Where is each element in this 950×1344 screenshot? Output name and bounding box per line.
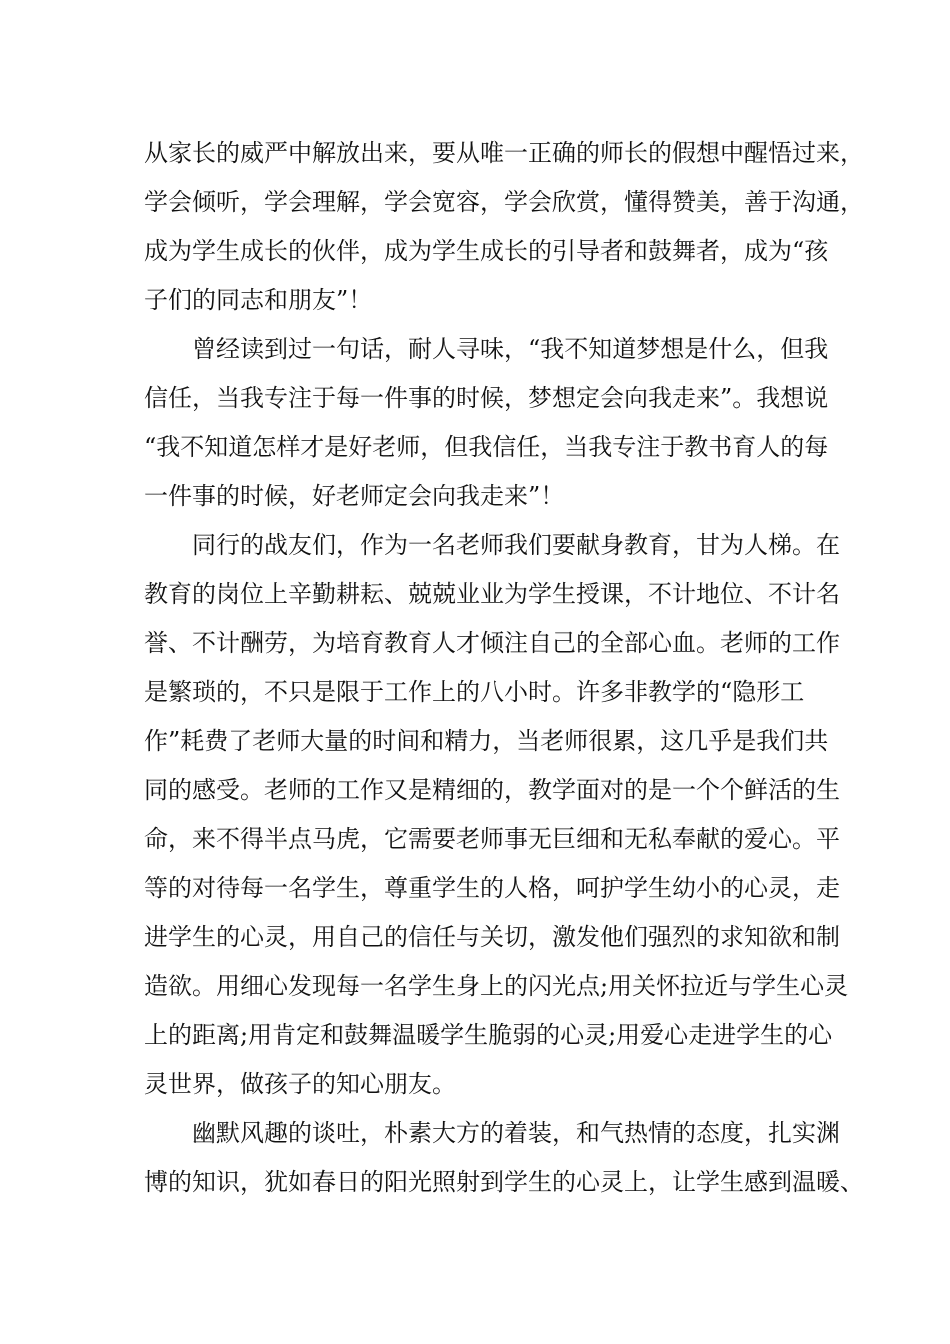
text-line: 造欲。用细心发现每一名学生身上的闪光点;用关怀拉近与学生心灵 <box>144 972 849 1000</box>
text-line: “我不知道怎样才是好老师，但我信任，当我专注于教书育人的每 <box>144 433 829 461</box>
text-line: 作”耗费了老师大量的时间和精力，当老师很累，这几乎是我们共 <box>144 727 829 755</box>
body-text <box>144 129 864 1207</box>
text-line: 从家长的威严中解放出来，要从唯一正确的师长的假想中醒悟过来， <box>144 139 864 167</box>
text-line: 命，来不得半点马虎，它需要老师事无巨细和无私奉献的爱心。平 <box>144 825 840 853</box>
paragraph-first-line: 曾经读到过一句话，耐人寻味，“我不知道梦想是什么，但我 <box>192 335 829 363</box>
paragraph-first-line: 同行的战友们，作为一名老师我们要献身教育，甘为人梯。在 <box>192 531 840 559</box>
paragraph-first-line: 幽默风趣的谈吐，朴素大方的着装，和气热情的态度，扎实渊 <box>192 1119 840 1147</box>
text-line: 灵世界，做孩子的知心朋友。 <box>144 1070 456 1098</box>
text-line: 是繁琐的，不只是限于工作上的八小时。许多非教学的“隐形工 <box>144 678 805 706</box>
text-line: 同的感受。老师的工作又是精细的，教学面对的是一个个鲜活的生 <box>144 776 840 804</box>
text-line: 进学生的心灵，用自己的信任与关切，激发他们强烈的求知欲和制 <box>144 923 840 951</box>
text-line: 成为学生成长的伙伴，成为学生成长的引导者和鼓舞者，成为“孩 <box>144 237 829 265</box>
text-line: 等的对待每一名学生，尊重学生的人格，呵护学生幼小的心灵，走 <box>144 874 840 902</box>
text-line: 一件事的时候，好老师定会向我走来”！ <box>144 482 565 510</box>
text-line: 教育的岗位上辛勤耕耘、兢兢业业为学生授课，不计地位、不计名 <box>144 580 840 608</box>
text-line: 上的距离;用肯定和鼓舞温暖学生脆弱的心灵;用爱心走进学生的心 <box>144 1021 833 1049</box>
text-line: 信任，当我专注于每一件事的时候，梦想定会向我走来”。我想说 <box>144 384 829 412</box>
text-line: 博的知识，犹如春日的阳光照射到学生的心灵上，让学生感到温暖、 <box>144 1168 864 1196</box>
text-line: 子们的同志和朋友”！ <box>144 286 373 314</box>
text-line: 学会倾听，学会理解，学会宽容，学会欣赏，懂得赞美，善于沟通， <box>144 188 864 216</box>
text-line: 誉、不计酬劳，为培育教育人才倾注自己的全部心血。老师的工作 <box>144 629 840 657</box>
